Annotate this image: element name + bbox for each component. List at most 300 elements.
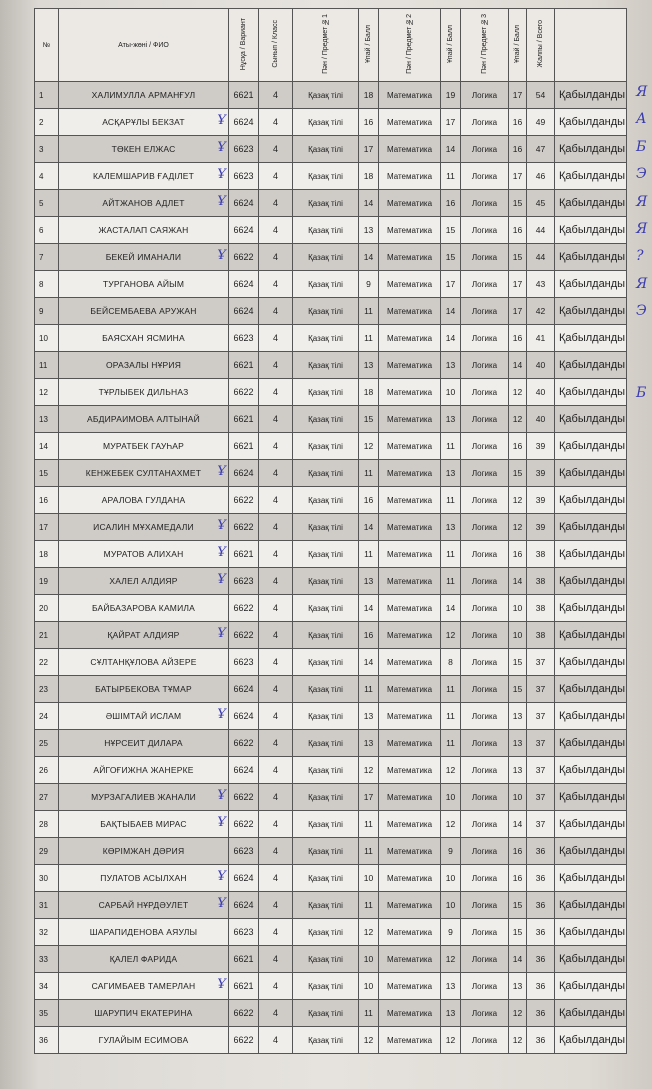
table-row (35, 946, 627, 973)
col-name-header: Аты-жөні / ФИО (59, 9, 229, 82)
score2-text: 13 (445, 360, 456, 370)
subject1-text: Қазақ тілі (308, 468, 343, 478)
variant-cell (229, 676, 259, 703)
score2-text: 14 (445, 144, 456, 154)
total-score-text: 40 (535, 360, 546, 370)
score1-text: 13 (363, 360, 374, 370)
score3-text: 13 (512, 711, 523, 721)
total-score-text: 44 (535, 225, 546, 235)
score3-cell (509, 649, 527, 676)
score2-cell (441, 865, 461, 892)
class-text: 4 (272, 495, 278, 505)
student-name-text: ШАРУПИЧ ЕКАТЕРИНА (94, 1008, 193, 1018)
variant-text: 6621 (233, 441, 254, 451)
variant-cell (229, 811, 259, 838)
status-text: Қабылданды (559, 386, 626, 398)
subject2-text: Математика (386, 630, 433, 640)
student-name-cell (59, 244, 229, 271)
subject2-text: Математика (386, 846, 433, 856)
subject1-text: Қазақ тілі (308, 549, 343, 559)
handwritten-check-mark: Ұ (217, 572, 226, 587)
class-cell (259, 622, 293, 649)
total-score-cell (527, 217, 555, 244)
handwritten-check-mark: Ұ (217, 167, 226, 182)
row-number-cell (35, 190, 59, 217)
total-score-cell (527, 703, 555, 730)
score1-cell (359, 730, 379, 757)
score3-cell (509, 973, 527, 1000)
score1-cell (359, 541, 379, 568)
row-number-cell (35, 865, 59, 892)
total-score-text: 38 (535, 549, 546, 559)
variant-text: 6622 (233, 252, 254, 262)
status-cell (555, 406, 627, 433)
score2-cell (441, 676, 461, 703)
total-score-text: 42 (535, 306, 546, 316)
subject2-cell (379, 298, 441, 325)
student-name-text: АЙГОҒИЖНА ЖАНЕРКЕ (93, 765, 194, 775)
total-score-text: 40 (535, 414, 546, 424)
status-text: Қабылданды (559, 305, 626, 317)
score2-text: 12 (445, 954, 456, 964)
variant-cell (229, 244, 259, 271)
score1-text: 18 (363, 387, 374, 397)
total-score-cell (527, 406, 555, 433)
subject3-text: Логика (471, 441, 498, 451)
student-name-cell (59, 1000, 229, 1027)
status-cell (555, 676, 627, 703)
class-cell (259, 379, 293, 406)
subject2-cell (379, 163, 441, 190)
subject2-text: Математика (386, 117, 433, 127)
status-cell (555, 298, 627, 325)
status-cell (555, 919, 627, 946)
handwritten-check-mark: Ұ (217, 248, 226, 263)
subject2-cell (379, 838, 441, 865)
student-name-cell (59, 325, 229, 352)
status-cell (555, 460, 627, 487)
subject3-text: Логика (471, 603, 498, 613)
status-text: Қабылданды (559, 278, 626, 290)
status-cell (555, 1000, 627, 1027)
handwritten-check-mark: Ұ (217, 545, 226, 560)
subject3-text: Логика (471, 495, 498, 505)
subject1-text: Қазақ тілі (308, 684, 343, 694)
variant-text: 6624 (233, 306, 254, 316)
score1-text: 17 (363, 792, 374, 802)
class-cell (259, 136, 293, 163)
score3-text: 13 (512, 765, 523, 775)
table-row (35, 541, 627, 568)
student-name-text: МУРАТОВ АЛИХАН (103, 549, 184, 559)
total-score-text: 36 (535, 927, 546, 937)
handwritten-check-mark: Ұ (217, 464, 226, 479)
class-cell (259, 865, 293, 892)
student-name-text: САРБАЙ НҰРДӘУЛЕТ (98, 900, 189, 910)
student-name-text: ТӨКЕН ЕЛЖАС (111, 144, 176, 154)
score3-cell (509, 136, 527, 163)
subject1-text: Қазақ тілі (308, 495, 343, 505)
subject2-text: Математика (386, 1008, 433, 1018)
subject2-cell (379, 1000, 441, 1027)
total-score-text: 37 (535, 792, 546, 802)
table-row (35, 784, 627, 811)
class-cell (259, 784, 293, 811)
row-number-text: 29 (39, 846, 48, 856)
class-cell (259, 487, 293, 514)
score1-cell (359, 1027, 379, 1054)
class-text: 4 (272, 171, 278, 181)
subject1-text: Қазақ тілі (308, 927, 343, 937)
variant-text: 6624 (233, 900, 254, 910)
table-row (35, 487, 627, 514)
score3-cell (509, 298, 527, 325)
student-name-text: КЕНЖЕБЕК СУЛТАНАХМЕТ (85, 468, 202, 478)
variant-cell (229, 919, 259, 946)
score1-cell (359, 919, 379, 946)
table-row (35, 622, 627, 649)
variant-text: 6622 (233, 792, 254, 802)
col-subject1-header: Пән / Предмет №1 (293, 9, 359, 82)
status-text: Қабылданды (559, 845, 626, 857)
total-score-cell (527, 946, 555, 973)
row-number-cell (35, 82, 59, 109)
subject2-cell (379, 460, 441, 487)
score2-cell (441, 946, 461, 973)
total-score-text: 38 (535, 576, 546, 586)
row-number-cell (35, 433, 59, 460)
score3-cell (509, 838, 527, 865)
student-name-cell (59, 1027, 229, 1054)
total-score-text: 41 (535, 333, 546, 343)
score1-cell (359, 460, 379, 487)
subject3-text: Логика (471, 90, 498, 100)
total-score-text: 49 (535, 117, 546, 127)
score1-cell (359, 136, 379, 163)
row-number-text: 8 (39, 279, 44, 289)
margin-note: Б (636, 385, 647, 402)
subject1-cell (293, 541, 359, 568)
status-cell (555, 838, 627, 865)
subject3-cell (461, 649, 509, 676)
total-score-cell (527, 325, 555, 352)
score2-cell (441, 460, 461, 487)
class-cell (259, 1027, 293, 1054)
total-score-cell (527, 919, 555, 946)
col-status-header (555, 9, 627, 82)
subject2-cell (379, 379, 441, 406)
variant-cell (229, 622, 259, 649)
subject3-cell (461, 757, 509, 784)
subject3-text: Логика (471, 738, 498, 748)
score3-text: 15 (512, 198, 523, 208)
row-number-cell (35, 460, 59, 487)
col-subject2-header: Пән / Предмет №2 (379, 9, 441, 82)
score2-cell (441, 892, 461, 919)
subject1-text: Қазақ тілі (308, 441, 343, 451)
handwritten-check-mark: Ұ (217, 869, 226, 884)
total-score-text: 36 (535, 1008, 546, 1018)
margin-note: Я (636, 275, 648, 292)
class-text: 4 (272, 738, 278, 748)
score2-text: 14 (445, 306, 456, 316)
total-score-cell (527, 244, 555, 271)
subject2-cell (379, 352, 441, 379)
table-row (35, 595, 627, 622)
variant-text: 6622 (233, 495, 254, 505)
score2-cell (441, 163, 461, 190)
margin-note: Б (636, 138, 647, 155)
class-text: 4 (272, 954, 278, 964)
subject2-text: Математика (386, 684, 433, 694)
student-name-text: САГИМБАЕВ ТАМЕРЛАН (91, 981, 196, 991)
row-number-cell (35, 730, 59, 757)
status-text: Қабылданды (559, 710, 626, 722)
status-text: Қабылданды (559, 413, 626, 425)
subject3-text: Логика (471, 900, 498, 910)
subject1-cell (293, 595, 359, 622)
variant-cell (229, 271, 259, 298)
status-cell (555, 325, 627, 352)
table-row (35, 136, 627, 163)
subject3-text: Логика (471, 873, 498, 883)
score3-text: 14 (512, 360, 523, 370)
variant-text: 6622 (233, 819, 254, 829)
score2-cell (441, 919, 461, 946)
status-cell (555, 514, 627, 541)
table-row (35, 82, 627, 109)
subject1-text: Қазақ тілі (308, 711, 343, 721)
subject3-cell (461, 892, 509, 919)
score2-cell (441, 244, 461, 271)
score1-text: 17 (363, 144, 374, 154)
score1-cell (359, 1000, 379, 1027)
subject1-cell (293, 676, 359, 703)
subject2-cell (379, 649, 441, 676)
score2-text: 9 (448, 927, 453, 937)
variant-text: 6621 (233, 549, 254, 559)
subject3-text: Логика (471, 198, 498, 208)
status-text: Қабылданды (559, 467, 626, 479)
total-score-text: 37 (535, 711, 546, 721)
score3-text: 15 (512, 684, 523, 694)
subject2-cell (379, 973, 441, 1000)
variant-cell (229, 352, 259, 379)
total-score-text: 38 (535, 603, 546, 613)
subject3-cell (461, 487, 509, 514)
score2-text: 13 (445, 981, 456, 991)
score2-text: 13 (445, 468, 456, 478)
student-name-text: НҰРСЕИТ ДИЛАРА (104, 738, 183, 748)
total-score-cell (527, 82, 555, 109)
row-number-text: 10 (39, 333, 48, 343)
row-number-cell (35, 379, 59, 406)
class-text: 4 (272, 792, 278, 802)
subject1-text: Қазақ тілі (308, 603, 343, 613)
student-name-text: ӘШІМТАЙ ИСЛАМ (105, 711, 182, 721)
row-number-cell (35, 109, 59, 136)
score1-cell (359, 568, 379, 595)
subject2-text: Математика (386, 225, 433, 235)
subject1-text: Қазақ тілі (308, 279, 343, 289)
subject2-text: Математика (386, 657, 433, 667)
subject3-text: Логика (471, 1008, 498, 1018)
variant-cell (229, 325, 259, 352)
subject2-text: Математика (386, 1035, 433, 1045)
score2-text: 11 (446, 171, 455, 181)
score1-cell (359, 190, 379, 217)
student-name-text: БЕКЕЙ ИМАНАЛИ (105, 252, 182, 262)
table-row (35, 109, 627, 136)
score1-cell (359, 379, 379, 406)
subject2-cell (379, 325, 441, 352)
subject1-cell (293, 433, 359, 460)
margin-note: Я (636, 84, 648, 100)
status-cell (555, 649, 627, 676)
class-cell (259, 649, 293, 676)
class-cell (259, 163, 293, 190)
score3-cell (509, 514, 527, 541)
total-score-cell (527, 730, 555, 757)
score2-cell (441, 82, 461, 109)
status-text: Қабылданды (559, 1007, 626, 1019)
score2-cell (441, 136, 461, 163)
student-name-text: ЖАСТАЛАП САЯЖАН (98, 225, 189, 235)
variant-text: 6624 (233, 198, 254, 208)
score2-text: 10 (445, 387, 456, 397)
col-variant-header: Нұсқа / Вариант (229, 9, 259, 82)
subject2-text: Математика (386, 198, 433, 208)
status-cell (555, 811, 627, 838)
score3-text: 16 (512, 873, 523, 883)
table-row (35, 730, 627, 757)
total-score-cell (527, 595, 555, 622)
subject1-text: Қазақ тілі (308, 900, 343, 910)
variant-text: 6621 (233, 90, 254, 100)
subject2-cell (379, 892, 441, 919)
total-score-text: 44 (535, 252, 546, 262)
score3-cell (509, 271, 527, 298)
subject3-cell (461, 838, 509, 865)
student-name-cell (59, 217, 229, 244)
row-number-text: 4 (39, 171, 44, 181)
subject1-text: Қазақ тілі (308, 414, 343, 424)
status-cell (555, 784, 627, 811)
status-text: Қабылданды (559, 332, 626, 344)
table-row (35, 298, 627, 325)
variant-cell (229, 703, 259, 730)
variant-cell (229, 487, 259, 514)
score1-cell (359, 217, 379, 244)
student-name-cell (59, 136, 229, 163)
class-cell (259, 703, 293, 730)
student-name-cell (59, 541, 229, 568)
total-score-text: 43 (535, 279, 546, 289)
subject2-text: Математика (386, 414, 433, 424)
score2-text: 14 (445, 333, 456, 343)
score2-text: 17 (445, 279, 456, 289)
col-total-header: Жалпы / Всего (527, 9, 555, 82)
student-name-cell (59, 271, 229, 298)
score3-cell (509, 541, 527, 568)
subject1-cell (293, 487, 359, 514)
score3-cell (509, 865, 527, 892)
class-cell (259, 919, 293, 946)
subject3-cell (461, 379, 509, 406)
class-cell (259, 82, 293, 109)
total-score-text: 36 (535, 954, 546, 964)
subject1-text: Қазақ тілі (308, 252, 343, 262)
status-text: Қабылданды (559, 953, 626, 965)
row-number-text: 32 (39, 927, 48, 937)
status-cell (555, 703, 627, 730)
score3-cell (509, 892, 527, 919)
student-name-cell (59, 703, 229, 730)
subject1-text: Қазақ тілі (308, 90, 343, 100)
class-cell (259, 109, 293, 136)
score3-cell (509, 109, 527, 136)
class-cell (259, 541, 293, 568)
row-number-cell (35, 784, 59, 811)
row-number-text: 15 (39, 468, 48, 478)
row-number-cell (35, 676, 59, 703)
subject1-cell (293, 865, 359, 892)
variant-cell (229, 595, 259, 622)
status-text: Қабылданды (559, 440, 626, 452)
subject3-cell (461, 595, 509, 622)
row-number-text: 31 (39, 900, 48, 910)
subject1-text: Қазақ тілі (308, 954, 343, 964)
handwritten-check-mark: Ұ (217, 896, 226, 911)
score1-cell (359, 811, 379, 838)
variant-text: 6624 (233, 873, 254, 883)
subject3-cell (461, 460, 509, 487)
class-cell (259, 460, 293, 487)
status-text: Қабылданды (559, 629, 626, 641)
subject2-text: Математика (386, 468, 433, 478)
score2-cell (441, 325, 461, 352)
class-cell (259, 730, 293, 757)
variant-text: 6622 (233, 387, 254, 397)
row-number-text: 11 (39, 360, 48, 370)
score1-cell (359, 757, 379, 784)
subject2-cell (379, 595, 441, 622)
total-score-cell (527, 811, 555, 838)
variant-text: 6622 (233, 1035, 254, 1045)
subject2-cell (379, 406, 441, 433)
student-name-text: ШАРАПИДЕНОВА АЯУЛЫ (89, 927, 198, 937)
row-number-cell (35, 622, 59, 649)
score2-cell (441, 487, 461, 514)
subject3-cell (461, 973, 509, 1000)
score3-cell (509, 568, 527, 595)
score2-text: 8 (448, 657, 453, 667)
row-number-text: 14 (39, 441, 48, 451)
table-row (35, 838, 627, 865)
score3-text: 12 (512, 522, 523, 532)
variant-cell (229, 217, 259, 244)
score3-text: 12 (512, 387, 523, 397)
variant-cell (229, 1027, 259, 1054)
status-text: Қабылданды (559, 872, 626, 884)
subject1-cell (293, 784, 359, 811)
status-cell (555, 595, 627, 622)
subject1-cell (293, 1027, 359, 1054)
status-cell (555, 757, 627, 784)
student-name-text: АБДИРАИМОВА АЛТЫНАЙ (87, 414, 200, 424)
subject3-text: Логика (471, 819, 498, 829)
score2-text: 11 (446, 549, 455, 559)
